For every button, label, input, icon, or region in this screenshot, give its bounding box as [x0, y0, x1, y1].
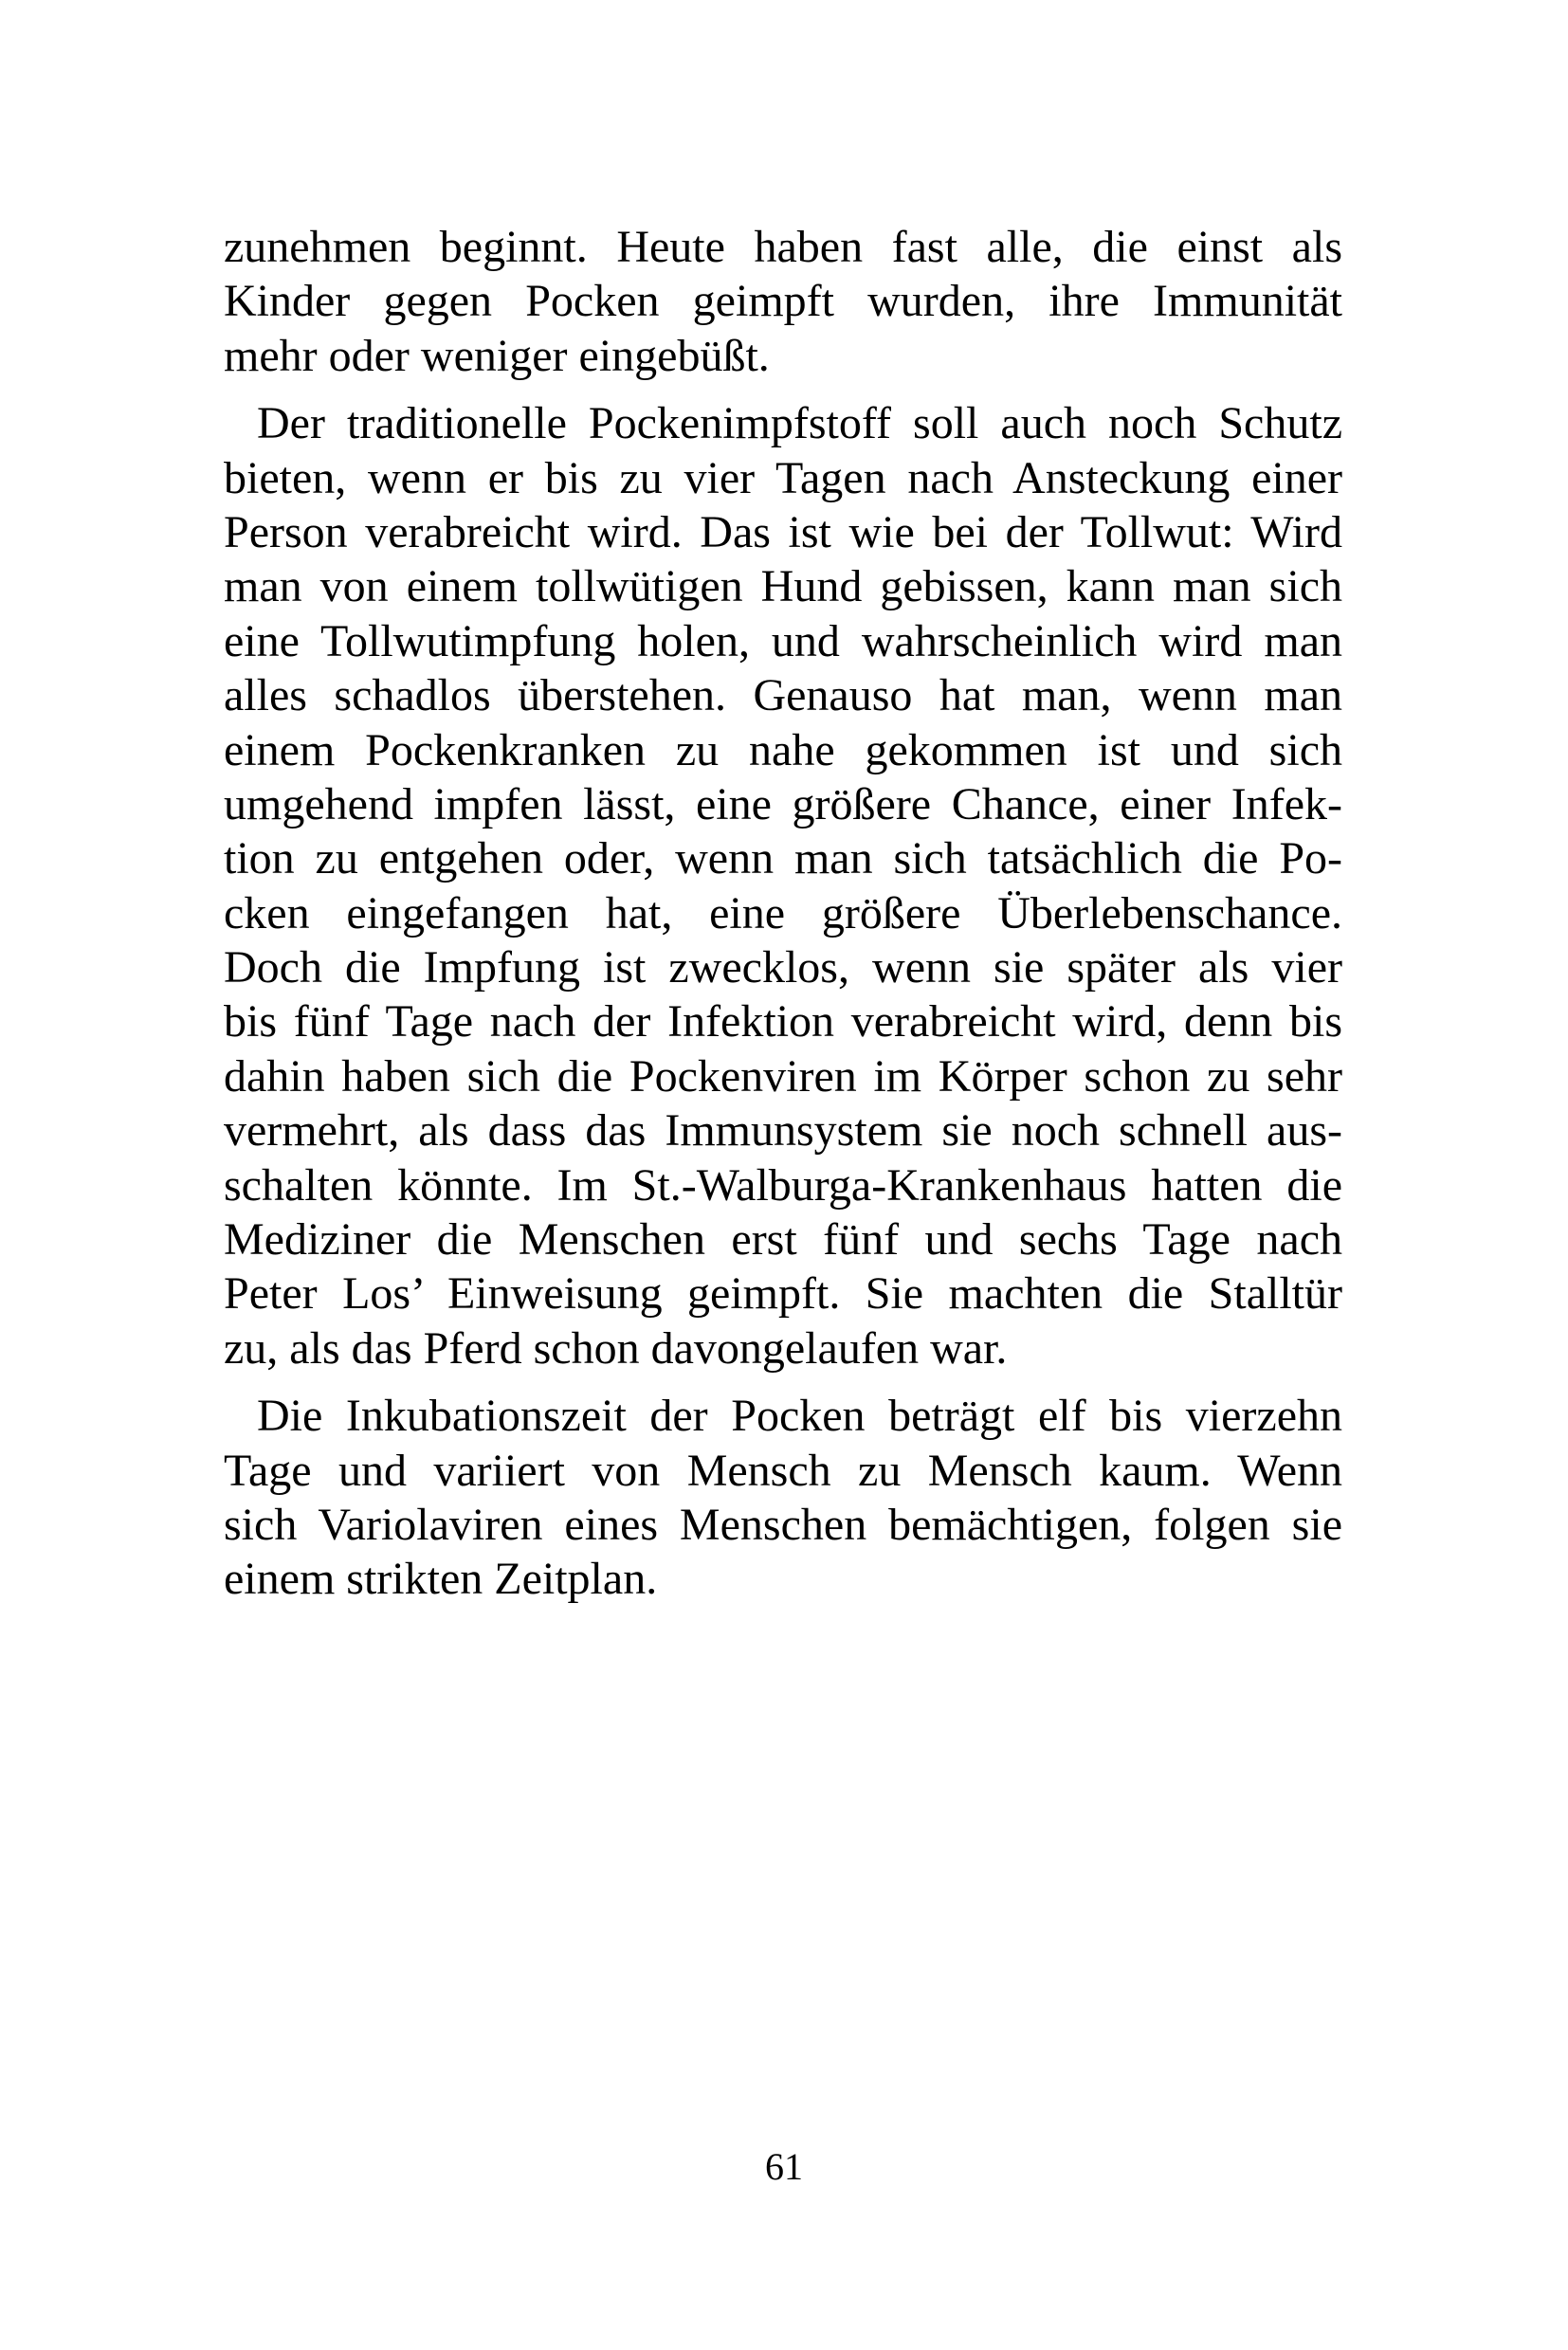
- text-line: einem strikten Zeitplan.: [224, 1554, 658, 1605]
- text-line: Doch die Impfung ist zwecklos, wenn sie später als vier: [224, 942, 1342, 993]
- text-line: sich Variolaviren eines Menschen bemächtigen, folgen sie: [224, 1499, 1342, 1550]
- text-line: tion zu entgehen oder, wenn man sich tatsächlich die Po-: [224, 833, 1342, 884]
- paragraph-gap: [224, 383, 1342, 396]
- text-line: Der traditionelle Pockenimpfstoff soll auch noch Schutz: [257, 398, 1342, 449]
- text-line: schalten könnte. Im St.-Walburga-Krankenhaus hatten die: [224, 1159, 1342, 1211]
- text-line: eine Tollwutimpfung holen, und wahrscheinlich wird man: [224, 615, 1342, 666]
- text-line: zunehmen beginnt. Heute haben fast alle, die einst als: [224, 222, 1342, 272]
- text-line: dahin haben sich die Pockenviren im Körper schon zu sehr: [224, 1050, 1342, 1102]
- text-line: bieten, wenn er bis zu vier Tagen nach Ansteckung einer: [224, 452, 1342, 503]
- text-line: man von einem tollwütigen Hund gebissen, kann man sich: [224, 561, 1342, 612]
- paragraph-gap: [224, 1375, 1342, 1389]
- text-line: einem Pockenkranken zu nahe gekommen ist und sich: [224, 724, 1342, 775]
- text-line: umgehend impfen lässt, eine größere Chance, einer Infek-: [224, 778, 1342, 829]
- body-text: [224, 220, 1342, 1607]
- text-line: Die Inkubationszeit der Pocken beträgt elf bis vierzehn: [257, 1391, 1342, 1442]
- text-line: alles schadlos überstehen. Genauso hat man, wenn man: [224, 670, 1342, 721]
- text-line: Kinder gegen Pocken geimpft wurden, ihre Immunität: [224, 276, 1342, 327]
- text-line: bis fünf Tage nach der Infektion verabreicht wird, denn bis: [224, 996, 1342, 1047]
- text-line: Tage und variiert von Mensch zu Mensch kaum. Wenn: [224, 1445, 1342, 1496]
- page-number: 61: [765, 2145, 803, 2188]
- text-line: Mediziner die Menschen erst fünf und sechs Tage nach: [224, 1214, 1342, 1266]
- text-line: vermehrt, als dass das Immunsystem sie noch schnell aus-: [224, 1105, 1342, 1157]
- text-line: mehr oder weniger eingebüßt.: [224, 330, 770, 381]
- text-line: zu, als das Pferd schon davongelaufen war.: [224, 1322, 1008, 1374]
- text-line: Person verabreicht wird. Das ist wie bei der Tollwut: Wird: [224, 506, 1342, 557]
- text-line: cken eingefangen hat, eine größere Überlebenschance.: [224, 887, 1342, 938]
- text-line: Peter Los’ Einweisung geimpft. Sie machten die Stalltür: [224, 1268, 1342, 1320]
